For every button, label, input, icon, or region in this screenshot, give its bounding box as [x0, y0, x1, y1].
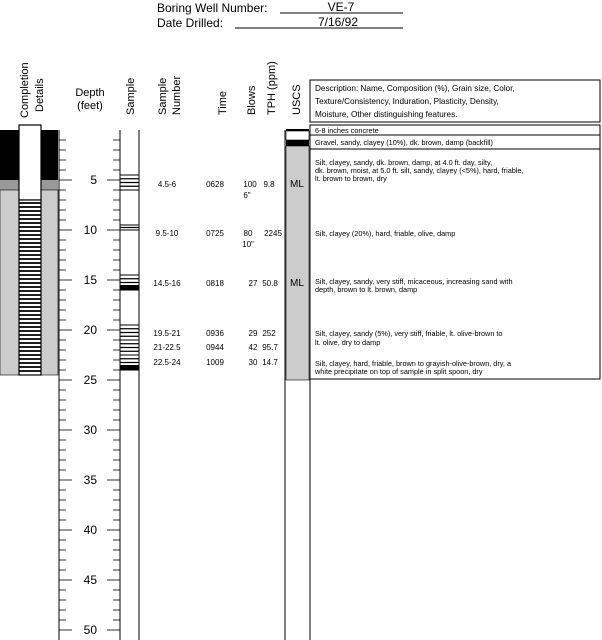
blows-header: Blows	[246, 85, 258, 115]
sample-number: 14.5-16	[153, 279, 181, 288]
description-line: Silt, clayey, sandy, very stiff, micaceous, increasing sand with	[315, 277, 513, 286]
sample-blows-penetration: 10"	[242, 240, 254, 249]
depth-label: 30	[83, 423, 97, 437]
depth-label: 10	[83, 223, 97, 237]
completion-header-1: Completion	[19, 62, 31, 118]
sample-number: 19.5-21	[153, 329, 181, 338]
sample-number-header-2: Number	[171, 75, 183, 115]
sample-time: 0725	[206, 229, 224, 238]
uscs-label: ML	[290, 179, 304, 190]
depth-label: 20	[83, 323, 97, 337]
completion-blank-casing	[19, 125, 41, 200]
depth-label: 50	[83, 623, 97, 637]
sample-tph: 252	[262, 329, 276, 338]
sample-header: Sample	[125, 77, 137, 115]
description-line: Gravel, sandy, clayey (10%), dk. brown, damp (backfill)	[315, 138, 493, 147]
description-header-line-1: Description: Name, Composition (%), Grain size, Color,	[315, 84, 515, 93]
description-line: dk. brown, moist, at 5.0 ft. silt, sandy, clayey (<5%), hard, friable,	[315, 166, 524, 175]
uscs-gravel-backfill	[286, 140, 309, 146]
sample-tph: 14.7	[262, 358, 278, 367]
sample-tph: 95.7	[262, 343, 278, 352]
uscs-concrete-top	[286, 129, 309, 131]
sample-tph: 50.8	[262, 279, 278, 288]
sample-time: 1009	[206, 358, 224, 367]
description-line: lt. olive, dry to damp	[315, 338, 381, 347]
boring-well-label: Boring Well Number:	[157, 1, 268, 15]
completion-header-2: Details	[34, 78, 46, 112]
boring-well-value: VE-7	[327, 0, 355, 14]
sample-retained	[120, 285, 139, 290]
description-line: Silt, clayey, hard, friable, brown to grayish-olive-brown, dry, a	[315, 359, 512, 368]
depth-label: 5	[90, 173, 97, 187]
sample-blows: 27	[248, 279, 258, 288]
description-header-line-3: Moisture, Other distinguishing features.	[315, 110, 458, 119]
description-line: white precipitate on top of sample in split spoon, dry	[315, 367, 483, 376]
sample-time: 0936	[206, 329, 224, 338]
description-line: Silt, clayey (20%), hard, friable, olive, damp	[315, 229, 456, 238]
date-drilled-label: Date Drilled:	[157, 16, 224, 30]
depth-label: 45	[83, 573, 97, 587]
sample-number-header-1: Sample	[157, 77, 169, 115]
sample-rows	[153, 180, 282, 367]
sample-row	[153, 329, 276, 338]
uscs-label: ML	[290, 278, 304, 289]
sample-time: 0628	[206, 180, 224, 189]
sample-number: 22.5-24	[153, 358, 181, 367]
sample-number: 4.5-6	[157, 180, 177, 189]
sample-tph: 9.8	[263, 180, 275, 189]
sample-row	[153, 343, 278, 352]
uscs-lithology	[286, 129, 309, 380]
sample-row	[153, 358, 278, 367]
sample-row	[156, 229, 283, 249]
completion-details	[0, 125, 58, 375]
sample-row	[158, 180, 275, 200]
depth-header-2: (feet)	[77, 100, 103, 112]
description-line: Silt, clayey, sandy, dk. brown, damp, at 4.0 ft. day, silty,	[315, 158, 493, 167]
sample-number: 21-22.5	[153, 343, 181, 352]
depth-label: 25	[83, 373, 97, 387]
sample-blows-penetration: 6"	[243, 191, 251, 200]
description-line: lt. brown to brown, dry	[315, 174, 387, 183]
description-line: Silt, clayey, sandy (5%), very stiff, friable, lt. olive-brown to	[315, 329, 503, 338]
uscs-concrete	[286, 131, 309, 140]
sample-blows: 100	[243, 180, 257, 189]
sample-tph: 2245	[264, 229, 282, 238]
sample-blows: 30	[248, 358, 258, 367]
depth-labels	[84, 173, 98, 637]
depth-label: 40	[83, 523, 97, 537]
sample-blows: 29	[248, 329, 258, 338]
time-header: Time	[217, 90, 229, 115]
sample-time: 0944	[206, 343, 224, 352]
depth-label: 15	[83, 273, 97, 287]
description-line: 6-8 inches concrete	[315, 126, 379, 135]
sample-time: 0818	[206, 279, 224, 288]
depth-label: 35	[83, 473, 97, 487]
depth-header-1: Depth	[75, 87, 105, 99]
description-header-line-2: Texture/Consistency, Induration, Plasticity, Density,	[315, 97, 499, 106]
date-drilled-value: 7/16/92	[317, 15, 359, 29]
sample-retained	[120, 365, 139, 370]
sample-row	[153, 279, 278, 288]
description-column	[310, 125, 600, 379]
description-line: depth, brown to lt. brown, damp	[315, 285, 418, 294]
sample-blows: 80	[243, 229, 253, 238]
sample-intervals	[120, 175, 139, 370]
sample-blows: 42	[248, 343, 258, 352]
uscs-header: USCS	[291, 84, 303, 115]
sample-number: 9.5-10	[155, 229, 179, 238]
tph-header: TPH (ppm)	[266, 61, 278, 115]
